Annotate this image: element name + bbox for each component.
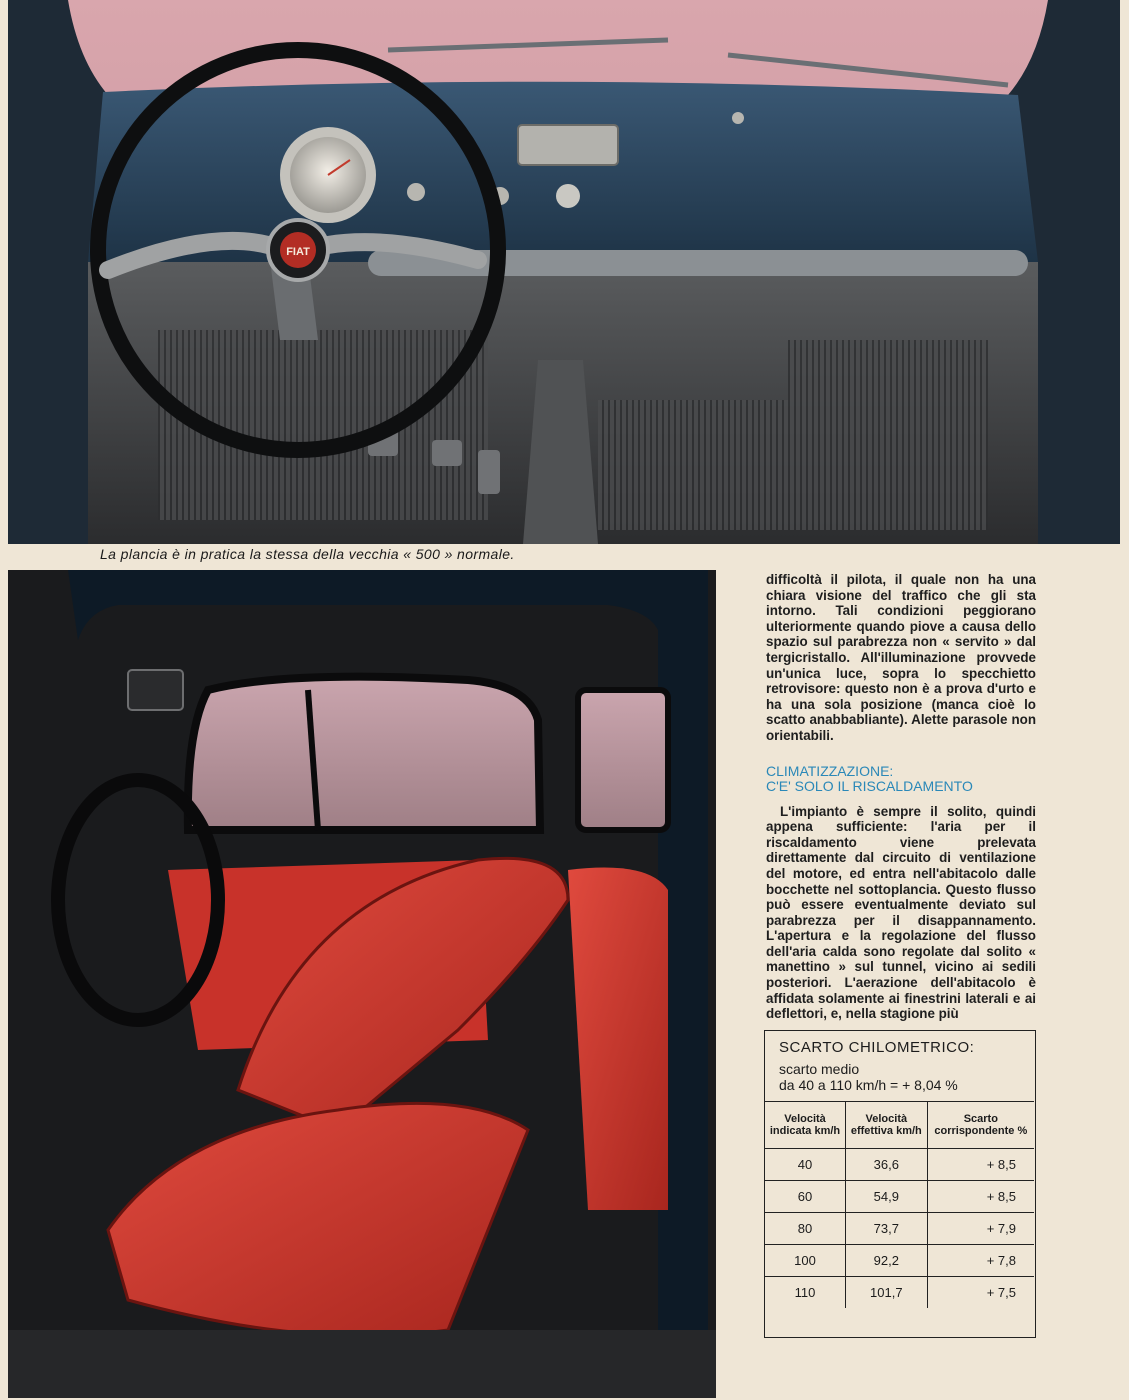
cell-error: + 7,8 bbox=[927, 1245, 1034, 1277]
pedal-accelerator bbox=[478, 450, 500, 494]
table-subtitle bbox=[779, 1061, 958, 1093]
side-window bbox=[188, 677, 540, 830]
table-row bbox=[765, 1245, 1034, 1277]
table-row bbox=[765, 1213, 1034, 1245]
cell-indicated: 60 bbox=[765, 1181, 846, 1213]
section-heading bbox=[766, 764, 1036, 794]
cell-error: + 7,5 bbox=[927, 1277, 1034, 1309]
rearview-mirror-icon bbox=[128, 670, 183, 710]
dash-knob-3 bbox=[556, 184, 580, 208]
header-indicated-speed: Velocità indicata km/h bbox=[765, 1102, 846, 1149]
table-title: SCARTO CHILOMETRICO: bbox=[779, 1039, 975, 1056]
cell-actual: 54,9 bbox=[846, 1181, 928, 1213]
steering-logo-text: FIAT bbox=[286, 246, 310, 258]
cell-error: + 8,5 bbox=[927, 1149, 1034, 1181]
cell-indicated: 100 bbox=[765, 1245, 846, 1277]
cell-error: + 7,9 bbox=[927, 1213, 1034, 1245]
floor-mat-right bbox=[788, 340, 988, 530]
table-row bbox=[765, 1181, 1034, 1213]
table-subtitle-line-2: da 40 a 110 km/h = + 8,04 % bbox=[779, 1077, 958, 1093]
interior-photo bbox=[8, 570, 716, 1398]
pedal-brake bbox=[432, 440, 462, 466]
article-column bbox=[766, 572, 1036, 1022]
dash-knob-1 bbox=[407, 183, 425, 201]
floor-mat-center bbox=[598, 400, 788, 530]
cell-actual: 92,2 bbox=[846, 1245, 928, 1277]
cell-indicated: 80 bbox=[765, 1213, 846, 1245]
header-error: Scarto corrispondente % bbox=[927, 1102, 1034, 1149]
interior-illustration bbox=[8, 570, 716, 1398]
dashboard-photo bbox=[8, 0, 1120, 544]
table-row bbox=[765, 1149, 1034, 1181]
dash-knob-4 bbox=[732, 112, 744, 124]
cell-indicated: 110 bbox=[765, 1277, 846, 1309]
cell-actual: 36,6 bbox=[846, 1149, 928, 1181]
section-heading-line-2: C'E' SOLO IL RISCALDAMENTO bbox=[766, 777, 973, 794]
header-actual-speed: Velocità effettiva km/h bbox=[846, 1102, 928, 1149]
article-paragraph-2: L'impianto è sempre il solito, quindi appena sufficiente: l'aria per il riscaldamento viene prelevata direttamente dal circuito di ventilazione del motore, ed entra nell'abitacolo dalle bocchette nel sottoplancia. Questo flusso può essere eventualmente deviato sul parabrezza per il disappannamento. L'apertura e la regolazione del flusso dell'aria calda sono regolate dal solito « manettino » sul tunnel, vicino ai sedili posteriori. L'aerazione dell'abitacolo è affidata solamente ai finestrini laterali e ai deflettori, e, nella stagione più bbox=[766, 803, 1036, 1022]
odometer-error-table bbox=[765, 1101, 1034, 1308]
odometer-error-table-box bbox=[764, 1030, 1036, 1338]
cell-indicated: 40 bbox=[765, 1149, 846, 1181]
dashboard-caption: La plancia è in pratica la stessa della vecchia « 500 » normale. bbox=[100, 546, 515, 562]
dash-vent bbox=[518, 125, 618, 165]
article-paragraph-1: difficoltà il pilota, il quale non ha una chiara visione del traffico che gli sta intorno. Tali condizioni peggiorano ulteriormente quando piove a causa dello spazio sul parabrezza non « servito » dal tergicristallo. All'illuminazione provvede un'unica luce, sopra lo specchietto retrovisore: questo non è a prova d'urto e ha una sola posizione (manca cioè lo scatto anabbabliante). Alette parasole non orientabili. bbox=[766, 572, 1036, 743]
table-header-row bbox=[765, 1102, 1034, 1149]
cell-error: + 8,5 bbox=[927, 1181, 1034, 1213]
dashboard-illustration bbox=[8, 0, 1120, 544]
cell-actual: 101,7 bbox=[846, 1277, 928, 1309]
rear-quarter-window bbox=[578, 690, 668, 830]
section-heading-line-1: CLIMATIZZAZIONE: bbox=[766, 762, 894, 779]
cell-actual: 73,7 bbox=[846, 1213, 928, 1245]
table-subtitle-line-1: scarto medio bbox=[779, 1061, 860, 1077]
table-row bbox=[765, 1277, 1034, 1309]
